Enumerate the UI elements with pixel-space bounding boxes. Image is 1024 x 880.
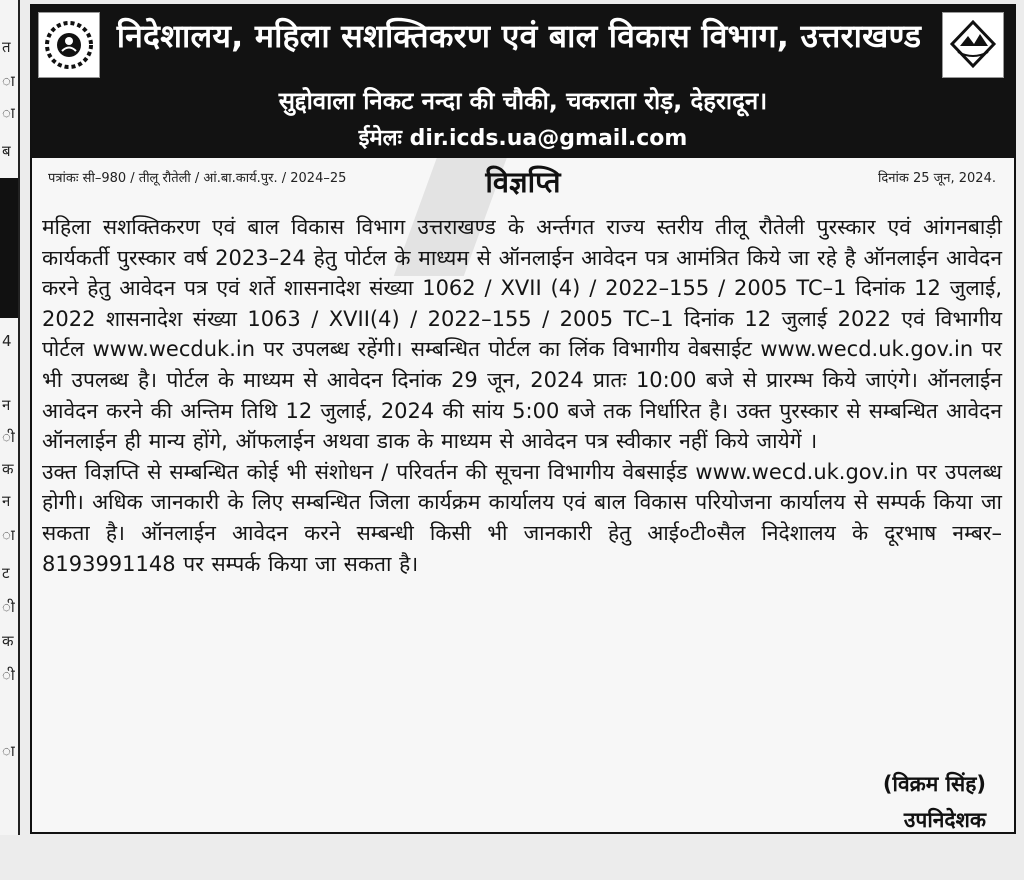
adjacent-char: न <box>2 492 11 510</box>
reference-number: पत्रांकः सी–980 / तीलू रौतेली / आं.बा.कार्य.पुर. / 2024–25 <box>48 171 347 186</box>
icds-emblem-icon <box>38 12 100 78</box>
newspaper-notice <box>30 4 1016 834</box>
adjacent-char: ी <box>2 598 15 616</box>
department-email: ईमेलः dir.icds.ua@gmail.com <box>358 126 688 151</box>
department-address: सुद्दोवाला निकट नन्दा की चौकी, चकराता रोड़, देहरादून। <box>278 87 768 115</box>
signatory-name: (विक्रम सिंह) <box>882 772 986 796</box>
adjacent-char: क <box>2 632 14 650</box>
adjacent-char: ट <box>2 564 10 582</box>
adjacent-char: न <box>2 396 11 414</box>
adjacent-char: ा <box>2 742 15 760</box>
adjacent-char: ा <box>2 526 15 544</box>
signatory-designation: उपनिदेशक <box>903 808 986 832</box>
adjacent-char: क <box>2 460 14 478</box>
notice-paragraph-2: उक्त विज्ञप्ति से सम्बन्धित कोई भी संशोधन / परिवर्तन की सूचना विभागीय वेबसाईड www.wecd.uk.gov.in पर उपलब्ध होगी। अधिक जानकारी के लिए सम्बन्धित जिला कार्यक्रम कार्यालय एवं बाल विकास परियोजना कार्यालय से सम्पर्क किया जा सकता है। ऑनलाईन आवेदन करने सम्बन्धी किसी भी जानकारी हेतु आई०टी०सैल निदेशालय के दूरभाष नम्बर–8193991148 पर सम्पर्क किया जा सकता है। <box>42 459 1002 576</box>
masthead <box>32 6 1014 158</box>
adjacent-column-strip <box>0 0 20 835</box>
adjacent-char: ा <box>2 72 15 90</box>
adjacent-dark-block <box>0 178 18 318</box>
adjacent-char: 4 <box>2 332 12 350</box>
signature-block <box>883 766 986 838</box>
adjacent-char: ी <box>2 666 15 684</box>
notice-date: दिनांक 25 जून, 2024. <box>878 171 996 186</box>
uttarakhand-emblem-icon <box>942 12 1004 78</box>
adjacent-char: त <box>2 38 11 56</box>
adjacent-char: ब <box>2 142 11 160</box>
adjacent-char: ी <box>2 428 15 446</box>
notice-heading: विज्ञप्ति <box>485 165 561 199</box>
adjacent-char: ा <box>2 104 15 122</box>
department-name: निदेशालय, महिला सशक्तिकरण एवं बाल विकास विभाग, उत्तराखण्ड <box>116 17 922 55</box>
notice-body <box>42 212 1002 579</box>
notice-paragraph-1: महिला सशक्तिकरण एवं बाल विकास विभाग उत्तराखण्ड के अर्न्तगत राज्य स्तरीय तीलू रौतेली पुरस्कार एवं आंगनबाड़ी कार्यकर्ती पुरस्कार वर्ष 2023–24 हेतु पोर्टल के माध्यम से ऑनलाईन आवेदन पत्र आमंत्रित किये जा रहे है ऑनलाईन आवेदन करने हेतु आवेदन पत्र एवं शर्ते शासनादेश संख्या 1062 / XVII (4) / 2022–155 / 2005 TC–1 दिनांक 12 जुलाई, 2022 शासनादेश संख्या 1063 / XVII(4) / 2022–155 / 2005 TC–1 दिनांक 12 जुलाई 2022 एवं विभागीय पोर्टल www.wecduk.in पर उपलब्ध रहेंगी। सम्बन्धित पोर्टल का लिंक विभागीय वेबसाईट www.wecd.uk.gov.in पर भी उपलब्ध है। पोर्टल के माध्यम से आवेदन दिनांक 29 जून, 2024 प्रातः 10:00 बजे से प्रारम्भ किये जाएंगे। ऑनलाईन आवेदन करने की अन्तिम तिथि 12 जुलाई, 2024 की सांय 5:00 बजे तक निर्धारित है। उक्त पुरस्कार से सम्बन्धित आवेदन ऑनलाईन ही मान्य होंगे, ऑफलाईन अथवा डाक के माध्यम से आवेदन पत्र स्वीकार नहीं किये जायेगें । <box>42 215 1002 454</box>
